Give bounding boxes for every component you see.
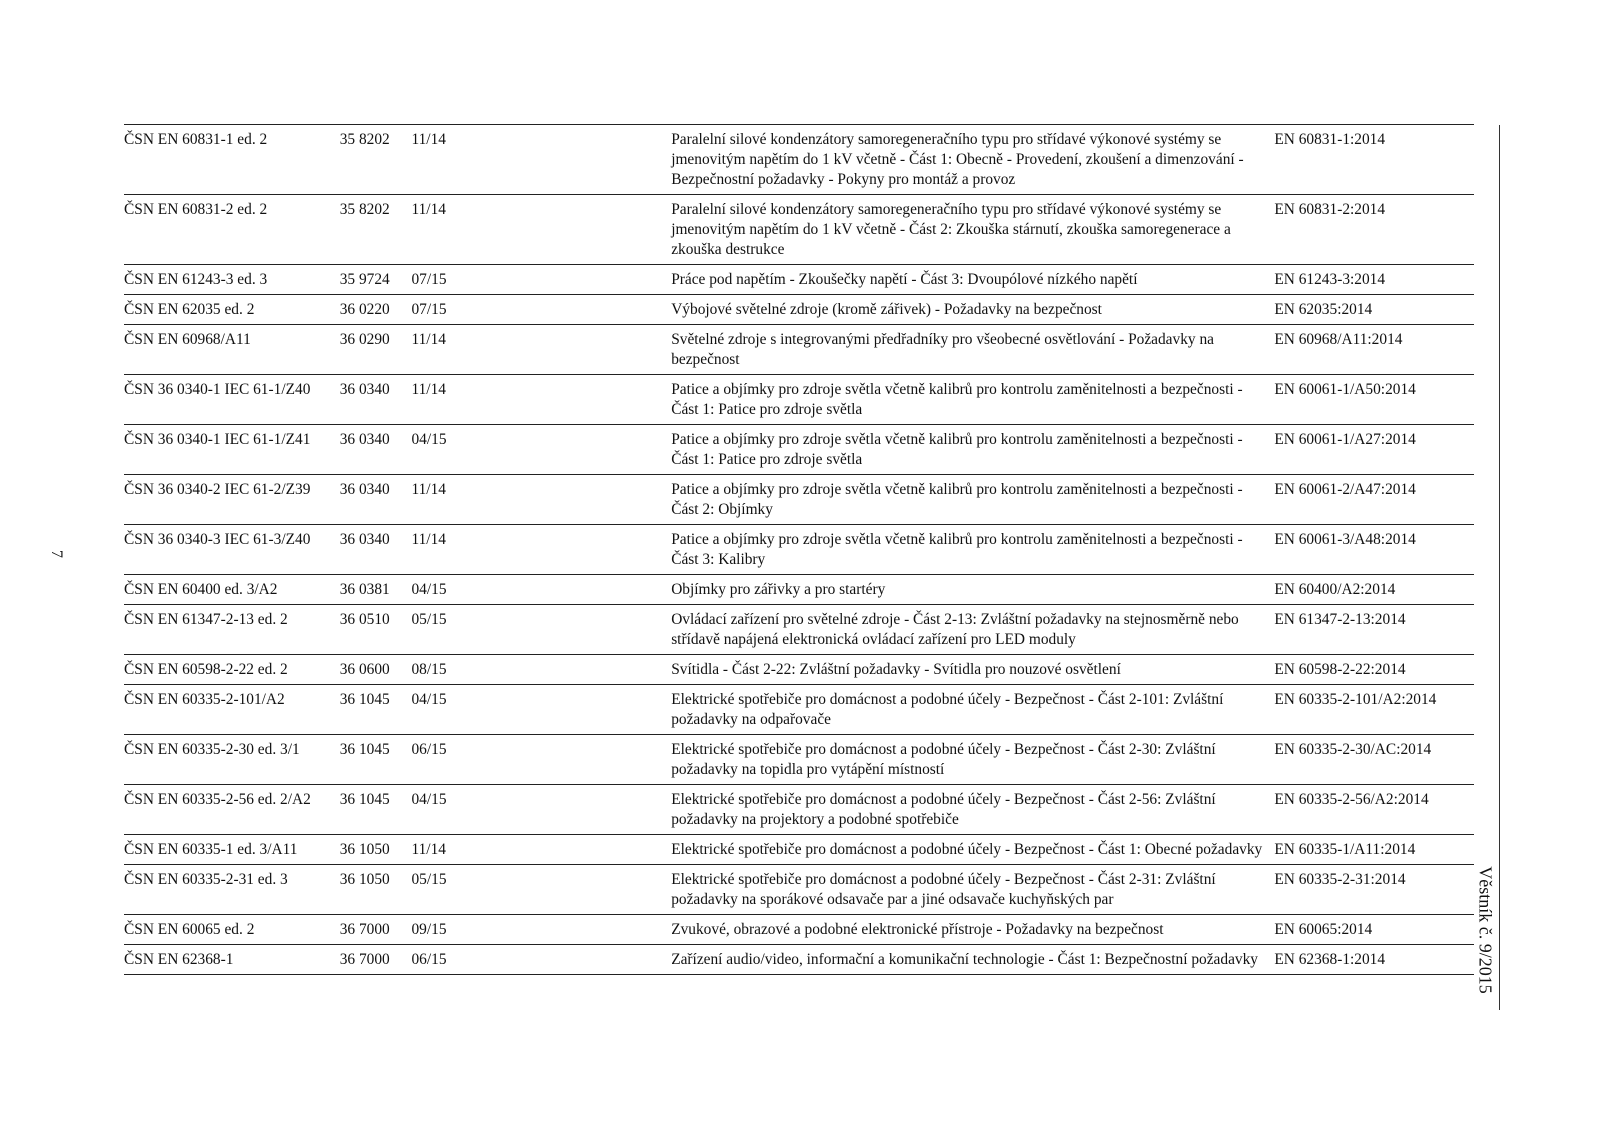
table-row xyxy=(124,295,1474,325)
classification-number: 36 0381 xyxy=(339,581,390,598)
table-row xyxy=(124,655,1474,685)
classification-number: 36 0340 xyxy=(339,431,390,448)
standard-title: Elektrické spotřebiče pro domácnost a podobné účely - Bezpečnost - Část 2-101: Zvláštní požadavky na odpařovače xyxy=(671,691,1224,728)
standard-title: Výbojové světelné zdroje (kromě zářivek) - Požadavky na bezpečnost xyxy=(671,301,1102,318)
effective-date: 06/15 xyxy=(411,741,447,758)
standard-code: ČSN EN 61347-2-13 ed. 2 xyxy=(124,611,288,628)
standard-title: Patice a objímky pro zdroje světla včetně kalibrů pro kontrolu zaměnitelnosti a bezpečnosti - Část 2: Objímky xyxy=(671,481,1243,518)
table-row xyxy=(124,945,1474,975)
classification-number: 36 7000 xyxy=(339,951,390,968)
classification-number: 36 1050 xyxy=(339,841,390,858)
standard-code: ČSN EN 60831-1 ed. 2 xyxy=(124,131,268,148)
standard-title: Paralelní silové kondenzátory samoregeneračního typu pro střídavé výkonové systémy se jmenovitým napětím do 1 kV včetně - Část 2: Zkouška stárnutí, zkouška samoregenerace a zkouška destrukce xyxy=(671,201,1231,258)
table-row xyxy=(124,575,1474,605)
effective-date: 09/15 xyxy=(411,921,447,938)
standard-code: ČSN EN 62368-1 xyxy=(124,951,234,968)
table-row xyxy=(124,835,1474,865)
table-row xyxy=(124,265,1474,295)
table-row xyxy=(124,605,1474,655)
standard-code: ČSN 36 0340-1 IEC 61-1/Z40 xyxy=(124,381,311,398)
table-row xyxy=(124,735,1474,785)
effective-date: 11/14 xyxy=(411,531,446,548)
european-equivalent: EN 60061-1/A27:2014 xyxy=(1274,431,1416,448)
classification-number: 36 1045 xyxy=(339,791,390,808)
classification-number: 35 8202 xyxy=(339,201,390,218)
european-equivalent: EN 60598-2-22:2014 xyxy=(1274,661,1406,678)
standard-code: ČSN EN 61243-3 ed. 3 xyxy=(124,271,268,288)
standard-code: ČSN EN 62035 ed. 2 xyxy=(124,301,255,318)
effective-date: 11/14 xyxy=(411,381,446,398)
standard-title: Objímky pro zářivky a pro startéry xyxy=(671,581,886,598)
table-row xyxy=(124,475,1474,525)
classification-number: 35 8202 xyxy=(339,131,390,148)
effective-date: 07/15 xyxy=(411,271,447,288)
european-equivalent: EN 60968/A11:2014 xyxy=(1274,331,1403,348)
standard-title: Elektrické spotřebiče pro domácnost a podobné účely - Bezpečnost - Část 1: Obecné požadavky xyxy=(671,841,1263,858)
european-equivalent: EN 60335-1/A11:2014 xyxy=(1274,841,1416,858)
european-equivalent: EN 61347-2-13:2014 xyxy=(1274,611,1406,628)
effective-date: 05/15 xyxy=(411,611,447,628)
classification-number: 36 0220 xyxy=(339,301,390,318)
effective-date: 08/15 xyxy=(411,661,447,678)
standard-title: Zařízení audio/video, informační a komunikační technologie - Část 1: Bezpečnostní požadavky xyxy=(671,951,1258,968)
classification-number: 36 0600 xyxy=(339,661,390,678)
classification-number: 36 0340 xyxy=(339,381,390,398)
standard-code: ČSN 36 0340-3 IEC 61-3/Z40 xyxy=(124,531,311,548)
standard-code: ČSN EN 60065 ed. 2 xyxy=(124,921,255,938)
standard-title: Zvukové, obrazové a podobné elektronické přístroje - Požadavky na bezpečnost xyxy=(671,921,1164,938)
standard-title: Elektrické spotřebiče pro domácnost a podobné účely - Bezpečnost - Část 2-30: Zvláštní požadavky na topidla pro vytápění místností xyxy=(671,741,1216,778)
european-equivalent: EN 60061-1/A50:2014 xyxy=(1274,381,1416,398)
table-row xyxy=(124,685,1474,735)
classification-number: 36 0340 xyxy=(339,531,390,548)
journal-header: Věstník č. 9/2015 xyxy=(1475,866,1496,994)
classification-number: 36 0290 xyxy=(339,331,390,348)
table-row xyxy=(124,785,1474,835)
standard-title: Paralelní silové kondenzátory samoregeneračního typu pro střídavé výkonové systémy se jmenovitým napětím do 1 kV včetně - Část 1: Obecně - Provedení, zkoušení a dimenzování - Bezpečnostní požadavky - Pokyny pro montáž a provoz xyxy=(671,131,1244,188)
effective-date: 11/14 xyxy=(411,131,446,148)
european-equivalent: EN 60335-2-30/AC:2014 xyxy=(1274,741,1432,758)
table-row xyxy=(124,195,1474,265)
classification-number: 36 0510 xyxy=(339,611,390,628)
european-equivalent: EN 62035:2014 xyxy=(1274,301,1373,318)
standard-code: ČSN EN 60335-2-30 ed. 3/1 xyxy=(124,741,300,758)
effective-date: 04/15 xyxy=(411,581,447,598)
table-row xyxy=(124,375,1474,425)
standard-code: ČSN EN 60335-1 ed. 3/A11 xyxy=(124,841,298,858)
table-row xyxy=(124,325,1474,375)
standards-table xyxy=(124,124,1474,975)
standard-title: Ovládací zařízení pro světelné zdroje - Část 2-13: Zvláštní požadavky na stejnosměrně nebo střídavě napájená elektronická ovládací zařízení pro LED moduly xyxy=(671,611,1239,648)
effective-date: 04/15 xyxy=(411,691,447,708)
right-margin-rule xyxy=(1499,125,1500,1010)
european-equivalent: EN 61243-3:2014 xyxy=(1274,271,1386,288)
classification-number: 36 7000 xyxy=(339,921,390,938)
standard-code: ČSN EN 60968/A11 xyxy=(124,331,251,348)
classification-number: 36 1045 xyxy=(339,691,390,708)
european-equivalent: EN 60065:2014 xyxy=(1274,921,1373,938)
european-equivalent: EN 60061-3/A48:2014 xyxy=(1274,531,1416,548)
effective-date: 11/14 xyxy=(411,201,446,218)
standard-title: Patice a objímky pro zdroje světla včetně kalibrů pro kontrolu zaměnitelnosti a bezpečnosti - Část 3: Kalibry xyxy=(671,531,1243,568)
classification-number: 35 9724 xyxy=(339,271,390,288)
standard-title: Patice a objímky pro zdroje světla včetně kalibrů pro kontrolu zaměnitelnosti a bezpečnosti - Část 1: Patice pro zdroje světla xyxy=(671,381,1243,418)
table-row xyxy=(124,915,1474,945)
standard-title: Elektrické spotřebiče pro domácnost a podobné účely - Bezpečnost - Část 2-31: Zvláštní požadavky na sporákové odsavače par a jiné odsavače kuchyňských par xyxy=(671,871,1216,908)
standard-code: ČSN EN 60335-2-56 ed. 2/A2 xyxy=(124,791,311,808)
effective-date: 06/15 xyxy=(411,951,447,968)
standard-code: ČSN 36 0340-1 IEC 61-1/Z41 xyxy=(124,431,311,448)
standard-code: ČSN EN 60598-2-22 ed. 2 xyxy=(124,661,288,678)
table-row xyxy=(124,425,1474,475)
european-equivalent: EN 60400/A2:2014 xyxy=(1274,581,1396,598)
standard-code: ČSN 36 0340-2 IEC 61-2/Z39 xyxy=(124,481,311,498)
effective-date: 11/14 xyxy=(411,331,446,348)
classification-number: 36 1050 xyxy=(339,871,390,888)
european-equivalent: EN 60335-2-101/A2:2014 xyxy=(1274,691,1437,708)
page-number: 7 xyxy=(48,550,65,558)
table-row xyxy=(124,525,1474,575)
effective-date: 11/14 xyxy=(411,481,446,498)
standard-title: Svítidla - Část 2-22: Zvláštní požadavky - Svítidla pro nouzové osvětlení xyxy=(671,661,1121,678)
european-equivalent: EN 60335-2-56/A2:2014 xyxy=(1274,791,1429,808)
classification-number: 36 1045 xyxy=(339,741,390,758)
classification-number: 36 0340 xyxy=(339,481,390,498)
standard-title: Světelné zdroje s integrovanými předřadníky pro všeobecné osvětlování - Požadavky na bezpečnost xyxy=(671,331,1214,368)
effective-date: 05/15 xyxy=(411,871,447,888)
standards-table-body xyxy=(124,125,1474,975)
european-equivalent: EN 60831-1:2014 xyxy=(1274,131,1386,148)
table-row xyxy=(124,125,1474,195)
standard-code: ČSN EN 60335-2-101/A2 xyxy=(124,691,285,708)
effective-date: 11/14 xyxy=(411,841,446,858)
standard-title: Práce pod napětím - Zkoušečky napětí - Část 3: Dvoupólové nízkého napětí xyxy=(671,271,1138,288)
european-equivalent: EN 60335-2-31:2014 xyxy=(1274,871,1406,888)
european-equivalent: EN 62368-1:2014 xyxy=(1274,951,1386,968)
table-row xyxy=(124,865,1474,915)
standard-title: Patice a objímky pro zdroje světla včetně kalibrů pro kontrolu zaměnitelnosti a bezpečnosti - Část 1: Patice pro zdroje světla xyxy=(671,431,1243,468)
standard-code: ČSN EN 60335-2-31 ed. 3 xyxy=(124,871,288,888)
effective-date: 07/15 xyxy=(411,301,447,318)
european-equivalent: EN 60831-2:2014 xyxy=(1274,201,1386,218)
standard-code: ČSN EN 60831-2 ed. 2 xyxy=(124,201,268,218)
effective-date: 04/15 xyxy=(411,791,447,808)
standard-title: Elektrické spotřebiče pro domácnost a podobné účely - Bezpečnost - Část 2-56: Zvláštní požadavky na projektory a podobné spotřebiče xyxy=(671,791,1216,828)
effective-date: 04/15 xyxy=(411,431,447,448)
standard-code: ČSN EN 60400 ed. 3/A2 xyxy=(124,581,278,598)
european-equivalent: EN 60061-2/A47:2014 xyxy=(1274,481,1416,498)
